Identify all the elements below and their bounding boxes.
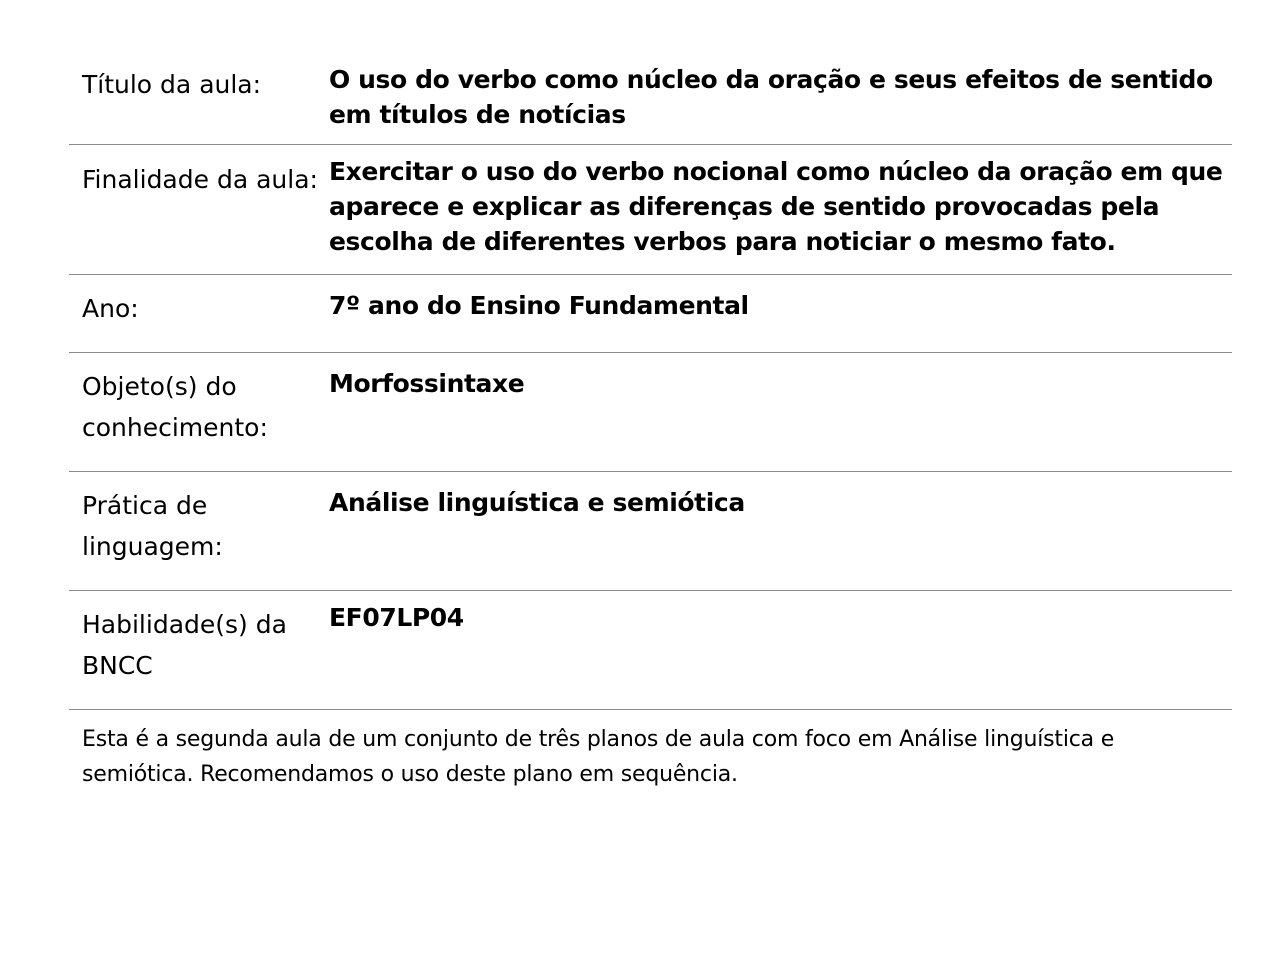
lesson-title-value: O uso do verbo como núcleo da oração e seus efeitos de sentido em títulos de notícias xyxy=(329,65,1213,129)
row-lesson-purpose xyxy=(69,145,1232,275)
school-year-label: Ano: xyxy=(82,294,139,323)
row-school-year xyxy=(69,275,1232,353)
sequence-note: Esta é a segunda aula de um conjunto de três planos de aula com foco em Análise linguística e semiótica. Recomendamos o uso deste plano em sequência. xyxy=(82,727,1115,787)
bncc-skills-value: EF07LP04 xyxy=(329,603,464,632)
language-practice-value: Análise linguística e semiótica xyxy=(329,488,745,517)
row-bncc-skills xyxy=(69,591,1232,710)
bncc-skills-label: Habilidade(s) da BNCC xyxy=(82,610,287,680)
language-practice-label: Prática de linguagem: xyxy=(82,491,223,561)
lesson-plan-table xyxy=(69,48,1232,792)
school-year-value: 7º ano do Ensino Fundamental xyxy=(329,291,749,320)
knowledge-object-value: Morfossintaxe xyxy=(329,369,525,398)
row-language-practice xyxy=(69,472,1232,591)
row-knowledge-object xyxy=(69,353,1232,472)
lesson-purpose-value: Exercitar o uso do verbo nocional como núcleo da oração em que aparece e explicar as diferenças de sentido provocadas pela escolha de diferentes verbos para noticiar o mesmo fato. xyxy=(329,157,1223,256)
knowledge-object-label: Objeto(s) do conhecimento: xyxy=(82,372,268,442)
row-lesson-title xyxy=(69,48,1232,145)
lesson-purpose-label: Finalidade da aula: xyxy=(82,165,318,194)
lesson-title-label: Título da aula: xyxy=(82,70,262,99)
